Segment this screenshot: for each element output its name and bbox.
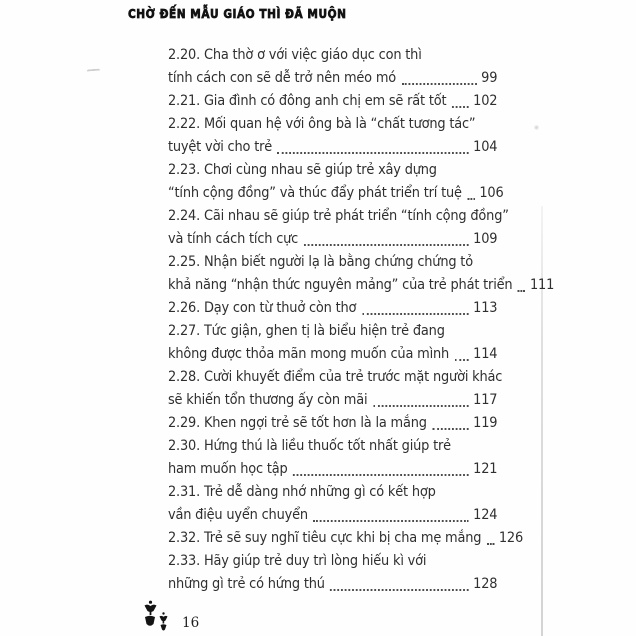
toc-page-number: 119 — [473, 415, 498, 431]
toc-entry — [168, 297, 497, 320]
toc-entry-last-line — [168, 343, 497, 366]
dot-leader — [452, 106, 469, 108]
toc-entry-text: 2.29. Khen ngợi trẻ sẽ tốt hơn là la mắng — [168, 415, 427, 431]
toc-entry-text: 2.32. Trẻ sẽ suy nghĩ tiêu cực khi bị cha mẹ mắng — [168, 530, 482, 546]
toc-entry-last-line — [168, 136, 497, 159]
scan-artifact-dash — [87, 69, 100, 74]
dot-leader — [432, 428, 468, 430]
toc-entry-last-line — [168, 573, 497, 596]
toc-entry-text: ham muốn học tập — [168, 461, 288, 477]
toc-page-number: 121 — [473, 461, 498, 477]
toc-page-number: 117 — [473, 392, 498, 408]
dot-leader — [278, 152, 469, 154]
toc-entry-line: 2.27. Tức giận, ghen tị là biểu hiện trẻ đang — [168, 323, 445, 339]
dot-leader — [373, 405, 469, 407]
toc-entry-last-line — [168, 504, 497, 527]
toc-entry-last-line — [168, 389, 497, 412]
toc-page-number: 104 — [473, 139, 498, 155]
toc-entry-last-line — [168, 297, 497, 320]
toc-entry-line: 2.33. Hãy giúp trẻ duy trì lòng hiếu kì với — [168, 553, 427, 569]
toc-entry-text: những gì trẻ có hứng thú — [168, 576, 325, 592]
toc-entry-line: 2.31. Trẻ dễ dàng nhớ những gì có kết hợp — [168, 484, 436, 500]
toc-page-number: 99 — [481, 70, 498, 86]
toc-entry — [168, 527, 524, 550]
dot-leader — [487, 543, 494, 545]
toc-entry — [168, 320, 497, 366]
toc-page-number: 109 — [473, 231, 498, 247]
toc-entry-last-line — [168, 527, 524, 550]
toc-entry — [168, 481, 497, 527]
toc-entry — [168, 44, 497, 90]
toc-entry — [168, 550, 497, 596]
dot-leader — [330, 589, 468, 591]
toc-entry-line: 2.23. Chơi cùng nhau sẽ giúp trẻ xây dựng — [168, 162, 437, 178]
toc-entry-text: sẽ khiến tổn thương ấy còn mãi — [168, 392, 368, 408]
toc-entry — [168, 159, 504, 205]
dot-leader — [304, 244, 469, 246]
toc-page-number: 102 — [473, 93, 498, 109]
toc-entry-line: 2.20. Cha thờ ơ với việc giáo dục con thì — [168, 47, 422, 63]
toc-entry-text: tuyệt vời cho trẻ — [168, 139, 273, 155]
toc-entry-last-line — [168, 412, 497, 435]
toc-entry-text: và tính cách tích cực — [168, 231, 299, 247]
toc-entry-last-line — [168, 90, 497, 113]
toc-page-number: 106 — [479, 185, 504, 201]
dot-leader — [402, 83, 477, 85]
dot-leader — [362, 313, 469, 315]
toc-entry-line: 2.22. Mối quan hệ với ông bà là “chất tương tác” — [168, 116, 476, 132]
toc-page-number: 128 — [473, 576, 498, 592]
toc-entry-last-line — [168, 182, 504, 205]
toc-page-number: 113 — [473, 300, 498, 316]
dot-leader — [518, 290, 525, 292]
page-footer — [142, 600, 199, 634]
tulip-ornament-icon — [142, 600, 174, 634]
toc-entry-text: vần điệu uyển chuyển — [168, 507, 308, 523]
toc-entry — [168, 412, 497, 435]
page-number: 16 — [182, 615, 200, 631]
toc-entry-line: 2.30. Hứng thú là liều thuốc tốt nhất giúp trẻ — [168, 438, 451, 454]
table-of-contents — [168, 44, 555, 596]
toc-entry-line: 2.28. Cười khuyết điểm của trẻ trước mặt người khác — [168, 369, 503, 385]
toc-entry — [168, 366, 503, 412]
toc-entry-last-line — [168, 274, 555, 297]
toc-page-number: 114 — [473, 346, 498, 362]
toc-entry-text: “tính cộng đồng” và thúc đẩy phát triển trí tuệ — [168, 185, 462, 201]
book-title-running-head: CHỜ ĐẾN MẪU GIÁO THÌ ĐÃ MUỘN — [128, 7, 347, 21]
dot-leader — [293, 474, 468, 476]
toc-page-number: 126 — [498, 530, 524, 546]
toc-entry-last-line — [168, 67, 497, 90]
toc-entry — [168, 205, 509, 251]
dot-leader — [467, 198, 474, 200]
toc-entry-last-line — [168, 458, 497, 481]
toc-entry-line: 2.25. Nhận biết người lạ là bằng chứng chứng tỏ — [168, 254, 473, 270]
toc-entry-text: tính cách con sẽ dễ trở nên méo mó — [168, 70, 397, 86]
dot-leader — [313, 520, 468, 522]
toc-entry — [168, 113, 497, 159]
toc-entry — [168, 435, 497, 481]
toc-entry-text: không được thỏa mãn mong muốn của mình — [168, 346, 450, 362]
toc-entry-last-line — [168, 228, 497, 251]
page-fold-line — [541, 206, 543, 636]
scan-artifact-speck — [534, 125, 539, 130]
toc-entry-text: khả năng “nhận thức nguyên mảng” của trẻ phát triển — [168, 277, 513, 293]
toc-page-number: 111 — [529, 277, 555, 293]
toc-entry-text: 2.26. Dạy con từ thuở còn thơ — [168, 300, 357, 316]
toc-entry — [168, 90, 497, 113]
toc-entry — [168, 251, 555, 297]
toc-page-number: 124 — [473, 507, 498, 523]
dot-leader — [455, 359, 469, 361]
toc-entry-text: 2.21. Gia đình có đông anh chị em sẽ rất tốt — [168, 93, 447, 109]
toc-entry-line: 2.24. Cãi nhau sẽ giúp trẻ phát triển “tính cộng đồng” — [168, 208, 509, 224]
